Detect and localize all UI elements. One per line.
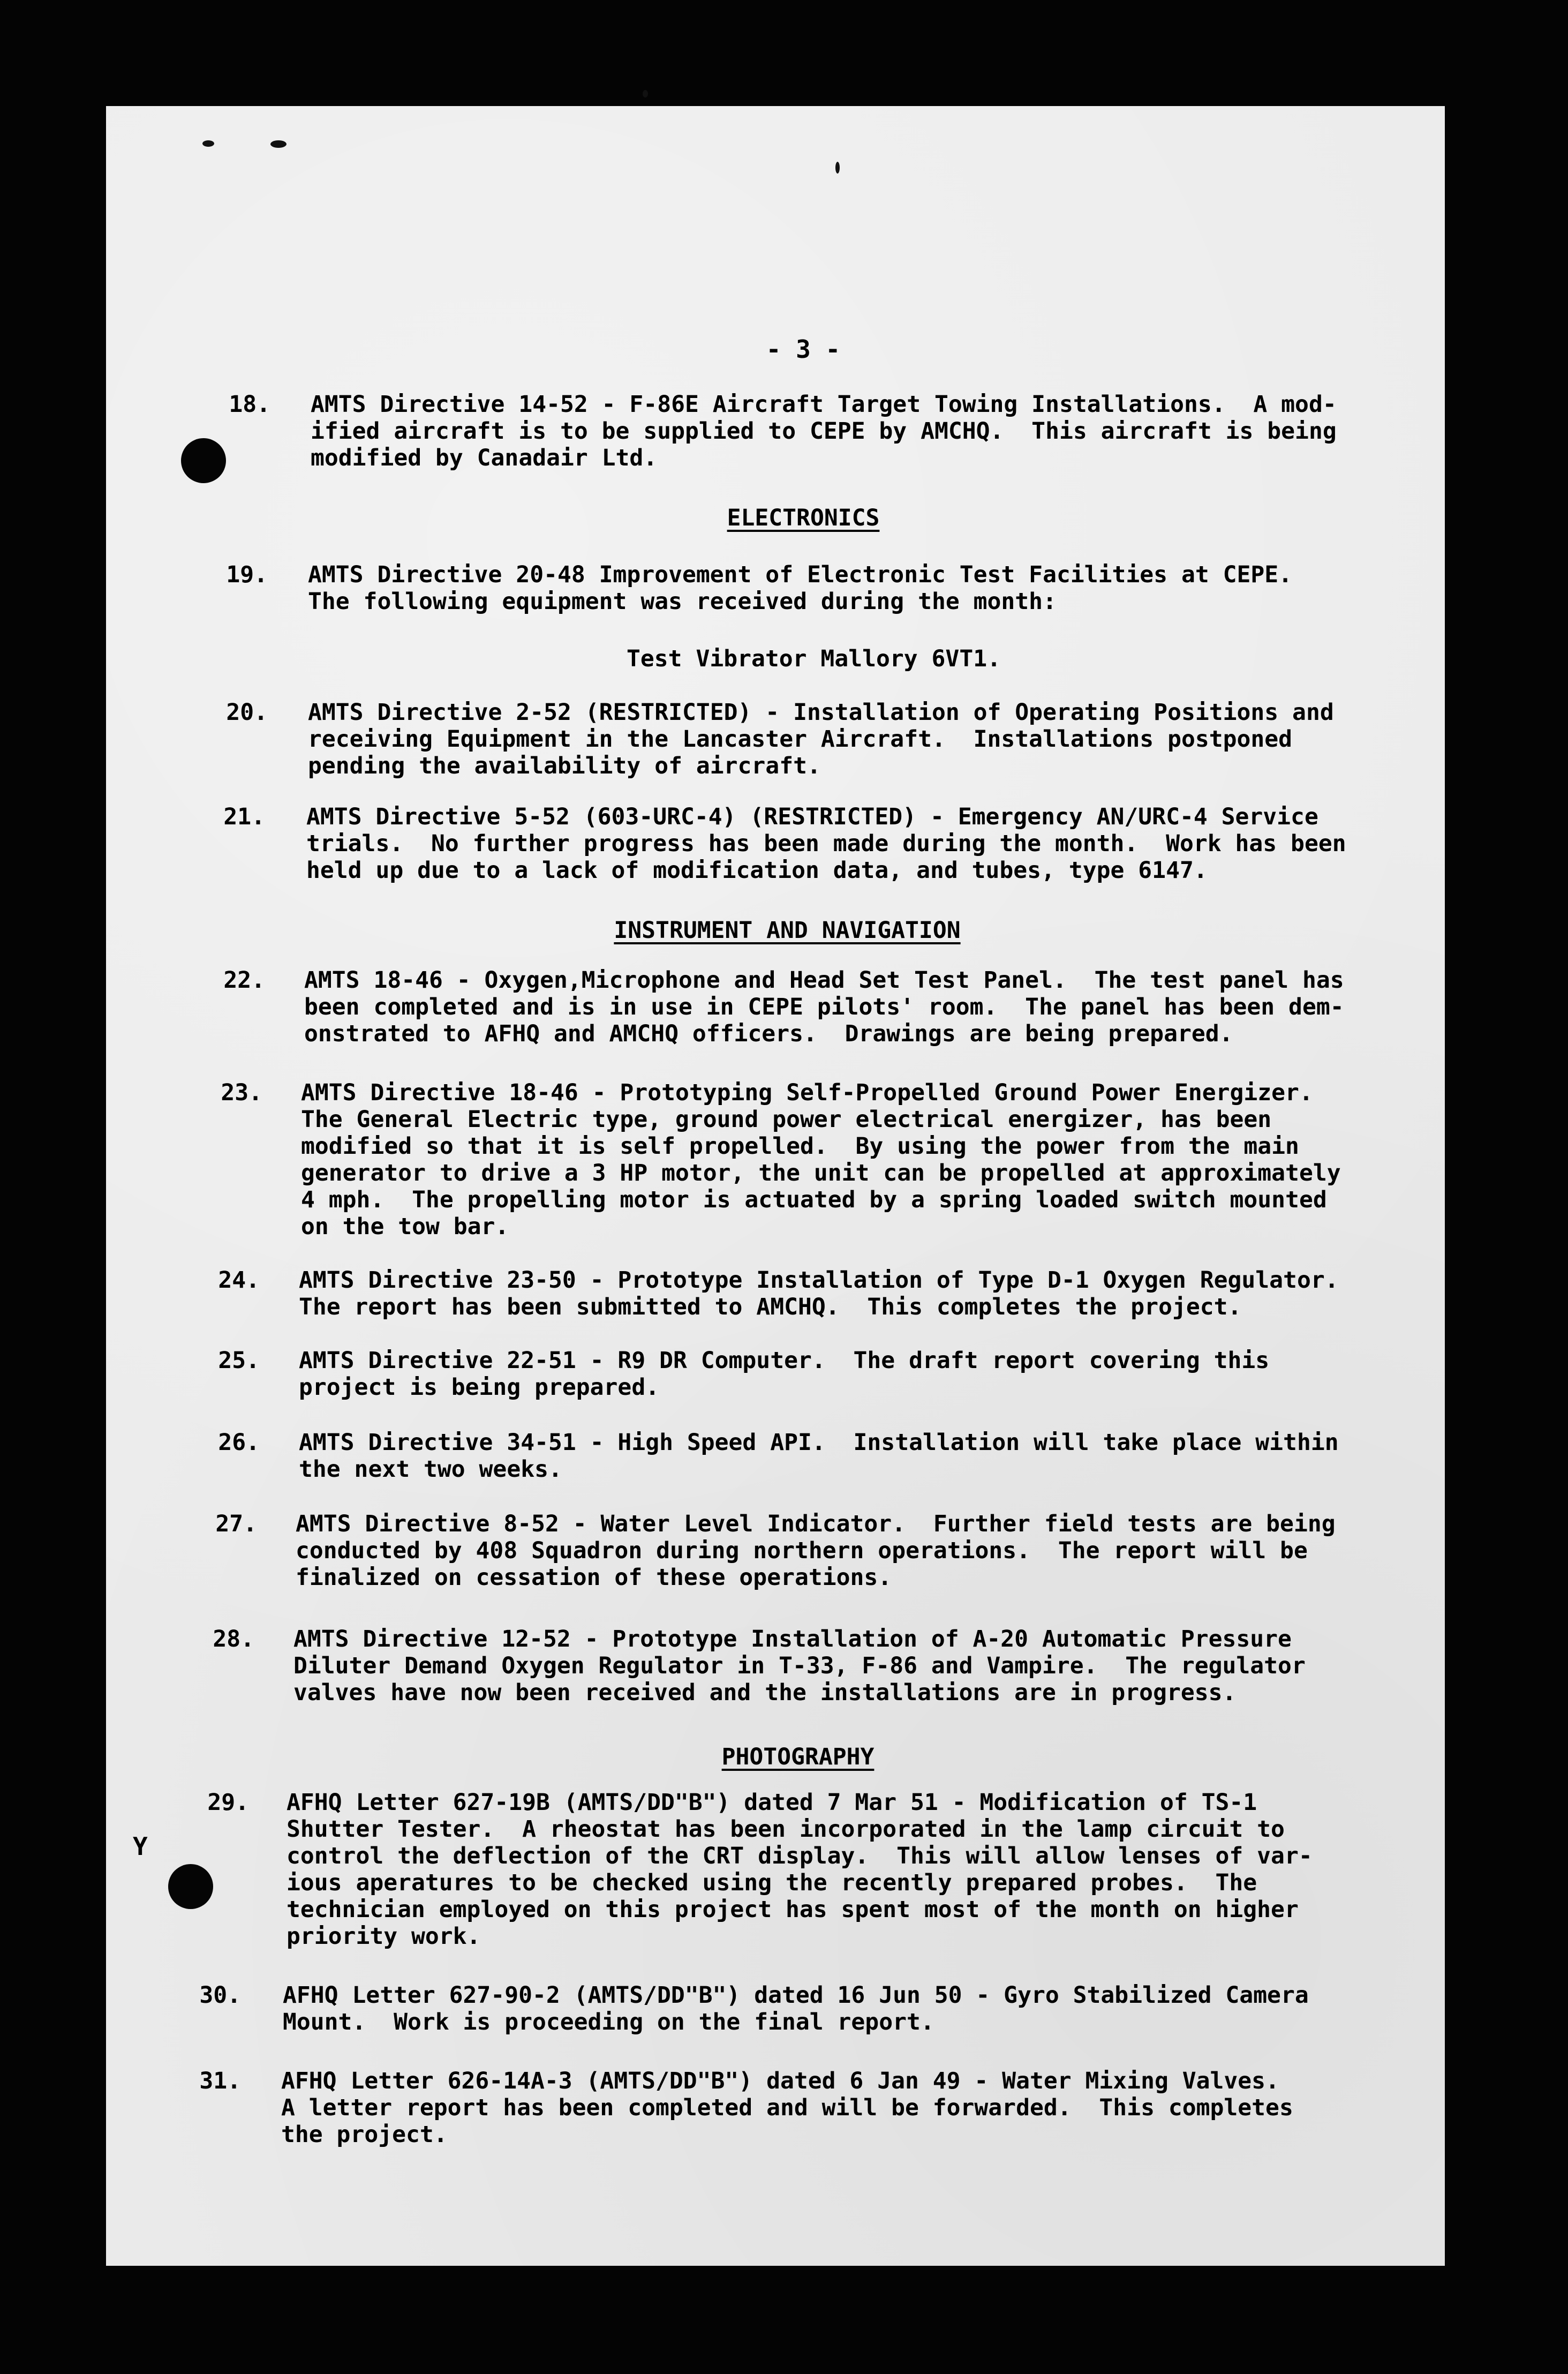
item-line: AMTS Directive 2-52 (RESTRICTED) - Installation of Operating Positions and: [308, 699, 1334, 726]
item-line: AMTS Directive 12-52 - Prototype Installation of A-20 Automatic Pressure: [293, 1626, 1292, 1652]
item-line: receiving Equipment in the Lancaster Aircraft. Installations postponed: [308, 726, 1293, 753]
item-line: modified so that it is self propelled. By using the power from the main: [301, 1133, 1299, 1160]
punch-hole: [168, 1864, 213, 1909]
item-line: AMTS Directive 23-50 - Prototype Installation of Type D-1 Oxygen Regulator.: [299, 1267, 1339, 1294]
item-number: 30.: [199, 1982, 241, 2009]
item-number: 20.: [226, 699, 268, 726]
item-line: on the tow bar.: [301, 1213, 509, 1240]
item-line: technician employed on this project has spent most of the month on higher: [287, 1896, 1299, 1923]
item-line: A letter report has been completed and will be forwarded. This completes: [281, 2094, 1293, 2121]
item-number: 22.: [223, 967, 265, 994]
section-heading-photography: PHOTOGRAPHY: [721, 1744, 875, 1770]
item-line: AFHQ Letter 626-14A-3 (AMTS/DD"B") dated 6 Jan 49 - Water Mixing Valves.: [281, 2068, 1279, 2094]
item-line: modified by Canadair Ltd.: [311, 445, 658, 471]
item-line: ified aircraft is to be supplied to CEPE by AMCHQ. This aircraft is being: [311, 418, 1337, 445]
item-line: onstrated to AFHQ and AMCHQ officers. Drawings are being prepared.: [304, 1020, 1233, 1047]
item-line: conducted by 408 Squadron during northern operations. The report will be: [296, 1537, 1308, 1564]
item-line: AMTS Directive 18-46 - Prototyping Self-Propelled Ground Power Energizer.: [301, 1079, 1313, 1106]
item-number: 19.: [226, 561, 268, 588]
item-line: Diluter Demand Oxygen Regulator in T-33, F-86 and Vampire. The regulator: [293, 1652, 1306, 1679]
item-line: the next two weeks.: [299, 1456, 562, 1483]
item-line: control the deflection of the CRT display. This will allow lenses of var-: [287, 1843, 1313, 1869]
item-line: AMTS Directive 14-52 - F-86E Aircraft Target Towing Installations. A mod-: [311, 391, 1337, 418]
item-number: 18.: [229, 391, 270, 418]
item-line: the project.: [281, 2121, 448, 2148]
item-number: 23.: [221, 1079, 262, 1106]
section-heading-electronics: ELECTRONICS: [727, 505, 880, 531]
item-number: 27.: [215, 1511, 257, 1537]
margin-mark: Y: [133, 1832, 148, 1861]
item-line: finalized on cessation of these operations.: [296, 1564, 892, 1591]
item-line: priority work.: [287, 1923, 481, 1950]
item-line: held up due to a lack of modification data, and tubes, type 6147.: [306, 857, 1208, 884]
punch-hole: [181, 438, 226, 483]
item-number: 24.: [218, 1267, 260, 1294]
ink-speck: [202, 140, 214, 147]
item-number: 21.: [223, 803, 265, 830]
item-number: 31.: [199, 2068, 241, 2094]
item-line: AMTS Directive 5-52 (603-URC-4) (RESTRICTED) - Emergency AN/URC-4 Service: [306, 803, 1318, 830]
item-line: valves have now been received and the installations are in progress.: [293, 1679, 1237, 1706]
item-line: The General Electric type, ground power electrical energizer, has been: [301, 1106, 1272, 1133]
item-line: AMTS 18-46 - Oxygen,Microphone and Head Set Test Panel. The test panel has: [304, 967, 1344, 994]
item-line: been completed and is in use in CEPE pilots' room. The panel has been dem-: [304, 994, 1344, 1020]
item-line: AMTS Directive 34-51 - High Speed API. Installation will take place within: [299, 1429, 1339, 1456]
item-line: project is being prepared.: [299, 1374, 660, 1401]
item-line: The following equipment was received during the month:: [308, 588, 1057, 615]
item-line: pending the availability of aircraft.: [308, 753, 821, 779]
item-line: ious aperatures to be checked using the recently prepared probes. The: [287, 1869, 1257, 1896]
item-line: Shutter Tester. A rheostat has been incorporated in the lamp circuit to: [287, 1816, 1285, 1843]
item-line: The report has been submitted to AMCHQ. This completes the project.: [299, 1294, 1242, 1320]
page-number: - 3 -: [766, 335, 841, 364]
item-number: 28.: [213, 1626, 254, 1652]
item-line: generator to drive a 3 HP motor, the unit can be propelled at approximately: [301, 1160, 1341, 1186]
item-line: 4 mph. The propelling motor is actuated by a spring loaded switch mounted: [301, 1186, 1327, 1213]
equipment-line: Test Vibrator Mallory 6VT1.: [627, 645, 1001, 672]
item-line: AFHQ Letter 627-90-2 (AMTS/DD"B") dated 16 Jun 50 - Gyro Stabilized Camera: [283, 1982, 1309, 2009]
ink-speck: [270, 140, 287, 148]
item-line: AMTS Directive 20-48 Improvement of Electronic Test Facilities at CEPE.: [308, 561, 1293, 588]
item-line: AMTS Directive 22-51 - R9 DR Computer. The draft report covering this: [299, 1347, 1270, 1374]
item-number: 26.: [218, 1429, 260, 1456]
item-number: 25.: [218, 1347, 260, 1374]
item-number: 29.: [207, 1789, 249, 1816]
ink-speck: [643, 90, 648, 97]
item-line: AFHQ Letter 627-19B (AMTS/DD"B") dated 7 Mar 51 - Modification of TS-1: [287, 1789, 1257, 1816]
ink-speck: [835, 162, 840, 174]
section-heading-instrument-navigation: INSTRUMENT AND NAVIGATION: [614, 917, 961, 944]
item-line: AMTS Directive 8-52 - Water Level Indicator. Further field tests are being: [296, 1511, 1336, 1537]
item-line: Mount. Work is proceeding on the final report.: [283, 2009, 934, 2035]
item-line: trials. No further progress has been made during the month. Work has been: [306, 830, 1346, 857]
